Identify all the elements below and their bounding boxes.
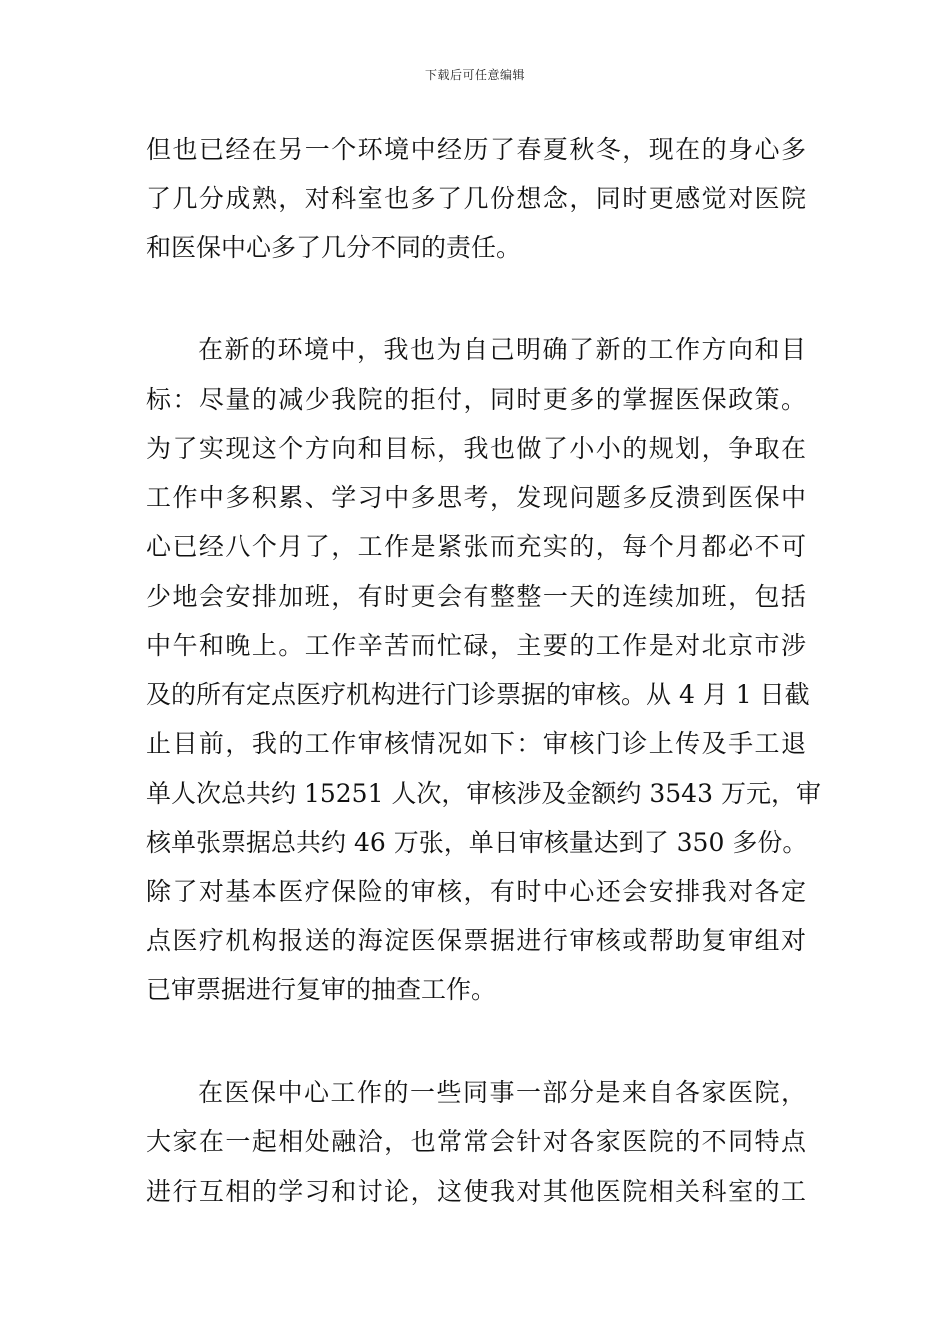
body-line: 和医保中心多了几分不同的责任。 [146, 233, 522, 262]
body-line: 单人次总共约 15251 人次，审核涉及金额约 3543 万元，审 [146, 779, 821, 808]
body-line: 及的所有定点医疗机构进行门诊票据的审核。从 4 月 1 日截 [146, 680, 810, 709]
body-line: 标：尽量的减少我院的拒付，同时更多的掌握医保政策。 [146, 385, 806, 414]
body-line: 除了对基本医疗保险的审核，有时中心还会安排我对各定 [146, 877, 806, 906]
body-line: 在医保中心工作的一些同事一部分是来自各家医院， [198, 1078, 806, 1107]
body-line: 中午和晚上。工作辛苦而忙碌，主要的工作是对北京市涉 [146, 631, 806, 660]
body-line: 了几分成熟，对科室也多了几份想念，同时更感觉对医院 [146, 184, 806, 213]
body-line: 点医疗机构报送的海淀医保票据进行审核或帮助复审组对 [146, 926, 806, 955]
body-line: 核单张票据总共约 46 万张，单日审核量达到了 350 多份。 [146, 828, 808, 857]
body-line: 为了实现这个方向和目标，我也做了小小的规划，争取在 [146, 434, 806, 463]
body-line: 心已经八个月了，工作是紧张而充实的，每个月都必不可 [146, 532, 806, 561]
body-line: 少地会安排加班，有时更会有整整一天的连续加班，包括 [146, 582, 806, 611]
body-line: 止目前，我的工作审核情况如下：审核门诊上传及手工退 [146, 729, 806, 758]
body-line: 已审票据进行复审的抽查工作。 [146, 975, 497, 1004]
body-line: 但也已经在另一个环境中经历了春夏秋冬，现在的身心多 [146, 135, 806, 164]
body-line: 大家在一起相处融洽，也常常会针对各家医院的不同特点 [146, 1127, 806, 1156]
page-header: 下载后可任意编辑 [424, 68, 525, 82]
body-line: 进行互相的学习和讨论，这使我对其他医院相关科室的工 [146, 1177, 806, 1206]
body-line: 工作中多积累、学习中多思考，发现问题多反溃到医保中 [146, 483, 806, 512]
body-line: 在新的环境中，我也为自己明确了新的工作方向和目 [198, 335, 806, 364]
